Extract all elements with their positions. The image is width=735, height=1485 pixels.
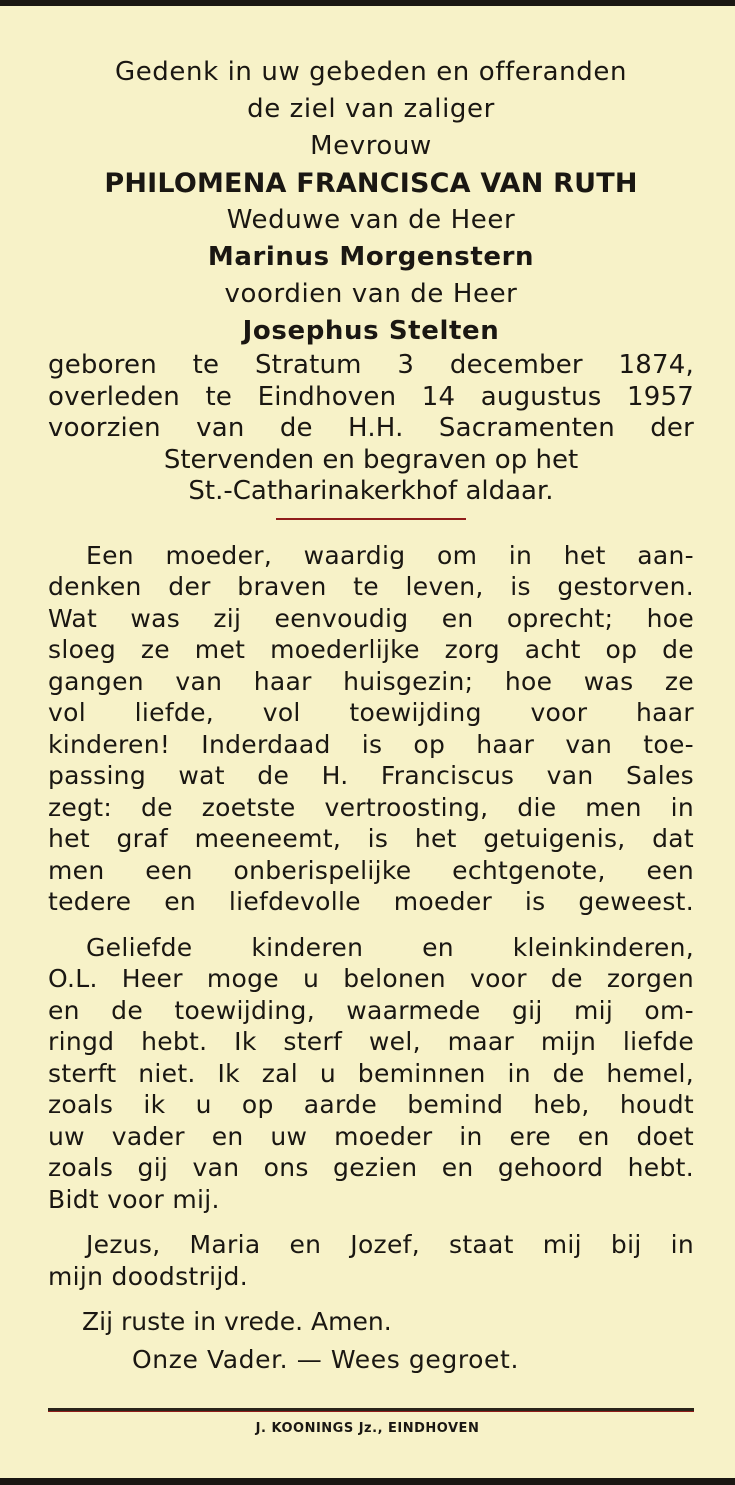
deceased-name: PHILOMENA FRANCISCA VAN RUTH: [104, 168, 638, 199]
paragraph-line: denken der braven te leven, is gestorven.: [48, 572, 694, 601]
paragraph-line: ringd hebt. Ik sterf wel, maar mijn liefde: [48, 1027, 694, 1056]
paragraph-line: het graf meeneemt, is het getuigenis, dat: [48, 824, 694, 853]
paragraph-line: Jezus, Maria en Jozef, staat mij bij in: [86, 1230, 694, 1259]
widow-of-line: Weduwe van de Heer: [226, 205, 516, 235]
bottom-border: [0, 1478, 735, 1485]
husband-2-name: Josephus Stelten: [242, 316, 500, 346]
previously-line: voordien van de Heer: [224, 279, 518, 309]
paragraph-line: gangen van haar huisgezin; hoe was ze: [48, 666, 694, 696]
top-border: [0, 0, 735, 6]
paragraph-line: vol liefde, vol toewijding voor haar: [48, 698, 694, 727]
separator-rule: [276, 518, 466, 520]
paragraph-line: zoals gij van ons gezien en gehoord hebt.: [48, 1153, 694, 1182]
died-line: overleden te Eindhoven 14 augustus 1957: [48, 381, 694, 412]
rest-in-peace-line: Zij ruste in vrede. Amen.: [82, 1307, 392, 1336]
paragraph-line: O.L. Heer moge u belonen voor de zorgen: [48, 964, 694, 993]
paragraph-line: kinderen! Inderdaad is op haar van toe-: [48, 729, 694, 759]
paragraph-line: Bidt voor mij.: [48, 1184, 220, 1214]
born-line: geboren te Stratum 3 december 1874,: [48, 350, 694, 380]
paragraph-line: sloeg ze met moederlijke zorg acht op de: [48, 635, 694, 664]
paragraph-mother: [48, 540, 694, 918]
footer-rule: [48, 1408, 694, 1412]
paragraph-line: uw vader en uw moeder in ere en doet: [48, 1121, 694, 1151]
paragraph-line: Geliefde kinderen en kleinkinderen,: [86, 932, 694, 962]
buried-line-2: St.-Catharinakerkhof aldaar.: [188, 476, 554, 506]
paragraph-line: zoals ik u op aarde bemind heb, houdt: [48, 1090, 694, 1119]
paragraph-line: passing wat de H. Franciscus van Sales: [48, 761, 694, 790]
paragraph-line: Wat was zij eenvoudig en oprecht; hoe: [48, 603, 694, 633]
header-line-2: de ziel van zaliger: [247, 94, 495, 124]
paragraph-line: sterft niet. Ik zal u beminnen in de hemel,: [48, 1058, 694, 1088]
paragraph-prayer: [48, 1229, 694, 1292]
paragraph-line: mijn doodstrijd.: [48, 1261, 248, 1291]
paragraph-line: Een moeder, waardig om in het aan-: [86, 540, 694, 570]
header-line-1: Gedenk in uw gebeden en offeranden: [114, 57, 628, 87]
printer-credit: J. KOONINGS Jz., EINDHOVEN: [255, 1421, 480, 1436]
paragraph-line: zegt: de zoetste vertroosting, die men in: [48, 792, 694, 822]
paragraph-line: tedere en liefdevolle moeder is geweest.: [48, 887, 694, 916]
prayers-line: Onze Vader. — Wees gegroet.: [132, 1345, 519, 1374]
header-line-3: Mevrouw: [310, 131, 432, 161]
sacraments-line: voorzien van de H.H. Sacramenten der: [48, 413, 694, 443]
buried-line-1: Stervenden en begraven op het: [163, 444, 579, 475]
paragraph-line: men een onberispelijke echtgenote, een: [48, 855, 694, 885]
paragraph-line: en de toewijding, waarmede gij mij om-: [48, 995, 694, 1025]
husband-1-name: Marinus Morgenstern: [207, 242, 535, 272]
memorial-card-text: [48, 54, 694, 1376]
paragraph-children: [48, 932, 694, 1216]
